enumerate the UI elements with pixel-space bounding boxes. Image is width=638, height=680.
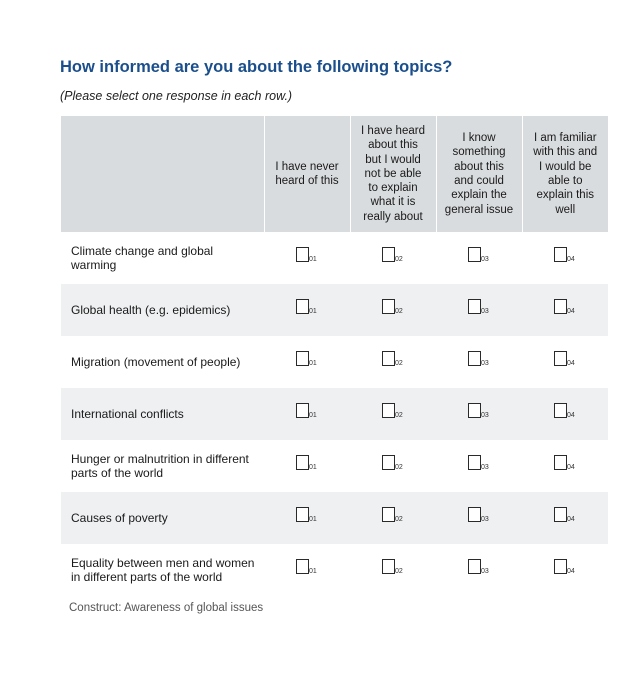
response-code: 01 <box>309 360 317 368</box>
checkbox-square[interactable] <box>382 559 395 574</box>
response-checkbox-01[interactable] <box>292 455 322 473</box>
checkbox-square[interactable] <box>554 403 567 418</box>
grid-header-row <box>61 116 608 232</box>
response-code: 03 <box>481 568 489 576</box>
question-row <box>61 544 608 596</box>
response-cell <box>350 336 436 388</box>
response-cell <box>522 492 608 544</box>
checkbox-square[interactable] <box>382 299 395 314</box>
checkbox-square[interactable] <box>468 559 481 574</box>
response-checkbox-01[interactable] <box>292 299 322 317</box>
response-code: 01 <box>309 516 317 524</box>
response-checkbox-04[interactable] <box>550 507 580 525</box>
response-cell <box>264 388 350 440</box>
response-cell <box>264 492 350 544</box>
response-checkbox-02[interactable] <box>378 299 408 317</box>
response-cell <box>264 544 350 596</box>
column-header-3: I know something about this and could explain the general issue <box>436 116 522 232</box>
response-cell <box>350 544 436 596</box>
response-cell <box>264 232 350 284</box>
question-title: How informed are you about the following topics? <box>60 58 453 76</box>
checkbox-square[interactable] <box>468 403 481 418</box>
row-label: Climate change and global warming <box>71 243 214 272</box>
checkbox-square[interactable] <box>554 455 567 470</box>
checkbox-square[interactable] <box>468 299 481 314</box>
response-checkbox-02[interactable] <box>378 247 408 265</box>
response-cell <box>436 336 522 388</box>
checkbox-square[interactable] <box>554 299 567 314</box>
response-code: 04 <box>567 464 575 472</box>
checkbox-square[interactable] <box>554 559 567 574</box>
response-checkbox-03[interactable] <box>464 299 494 317</box>
response-cell <box>350 232 436 284</box>
column-header-1: I have never heard of this <box>264 116 350 232</box>
response-code: 04 <box>567 516 575 524</box>
response-cell <box>436 232 522 284</box>
checkbox-square[interactable] <box>382 455 395 470</box>
response-checkbox-03[interactable] <box>464 351 494 369</box>
checkbox-square[interactable] <box>468 507 481 522</box>
response-code: 02 <box>395 464 403 472</box>
response-cell <box>350 284 436 336</box>
response-cell <box>522 284 608 336</box>
response-cell <box>436 544 522 596</box>
instruction-text: (Please select one response in each row.) <box>60 89 293 103</box>
grid-corner <box>61 116 264 232</box>
response-code: 01 <box>309 464 317 472</box>
response-code: 02 <box>395 568 403 576</box>
column-header-2: I have heard about this but I would not be able to explain what it is really about <box>350 116 436 232</box>
response-checkbox-04[interactable] <box>550 351 580 369</box>
checkbox-square[interactable] <box>296 455 309 470</box>
response-checkbox-04[interactable] <box>550 247 580 265</box>
question-row <box>61 492 608 544</box>
response-cell <box>350 492 436 544</box>
checkbox-square[interactable] <box>382 247 395 262</box>
question-row <box>61 232 608 284</box>
response-code: 04 <box>567 308 575 316</box>
checkbox-square[interactable] <box>296 507 309 522</box>
response-checkbox-02[interactable] <box>378 507 408 525</box>
response-cell <box>350 440 436 492</box>
response-code: 03 <box>481 412 489 420</box>
checkbox-square[interactable] <box>296 299 309 314</box>
response-checkbox-03[interactable] <box>464 403 494 421</box>
response-checkbox-01[interactable] <box>292 247 322 265</box>
checkbox-square[interactable] <box>296 351 309 366</box>
response-code: 02 <box>395 412 403 420</box>
response-checkbox-04[interactable] <box>550 403 580 421</box>
response-checkbox-03[interactable] <box>464 559 494 577</box>
response-checkbox-03[interactable] <box>464 507 494 525</box>
row-label: International conflicts <box>61 388 264 440</box>
response-code: 02 <box>395 360 403 368</box>
response-cell <box>436 440 522 492</box>
response-checkbox-01[interactable] <box>292 403 322 421</box>
response-cell <box>264 440 350 492</box>
row-label: Hunger or malnutrition in different parts of the world <box>71 451 249 480</box>
response-checkbox-02[interactable] <box>378 403 408 421</box>
response-code: 02 <box>395 256 403 264</box>
response-checkbox-03[interactable] <box>464 247 494 265</box>
response-cell <box>436 284 522 336</box>
question-row <box>61 336 608 388</box>
row-label: Causes of poverty <box>61 492 264 544</box>
response-checkbox-03[interactable] <box>464 455 494 473</box>
response-code: 01 <box>309 308 317 316</box>
response-checkbox-02[interactable] <box>378 351 408 369</box>
checkbox-square[interactable] <box>554 507 567 522</box>
response-code: 03 <box>481 360 489 368</box>
checkbox-square[interactable] <box>554 351 567 366</box>
response-cell <box>522 388 608 440</box>
response-cell <box>264 284 350 336</box>
checkbox-square[interactable] <box>554 247 567 262</box>
response-cell <box>436 492 522 544</box>
response-checkbox-01[interactable] <box>292 559 322 577</box>
checkbox-square[interactable] <box>296 559 309 574</box>
construct-note: Construct: Awareness of global issues <box>69 602 264 614</box>
response-code: 01 <box>309 256 317 264</box>
response-code: 03 <box>481 516 489 524</box>
column-header-4: I am familiar with this and I would be able to explain this well <box>522 116 608 232</box>
response-code: 04 <box>567 360 575 368</box>
response-checkbox-01[interactable] <box>292 351 322 369</box>
response-checkbox-04[interactable] <box>550 455 580 473</box>
checkbox-square[interactable] <box>468 455 481 470</box>
row-label: Equality between men and women in different parts of the world <box>71 555 255 584</box>
response-cell <box>522 336 608 388</box>
grid-body <box>61 232 608 596</box>
response-checkbox-04[interactable] <box>550 559 580 577</box>
response-code: 02 <box>395 308 403 316</box>
response-cell <box>350 388 436 440</box>
checkbox-square[interactable] <box>468 351 481 366</box>
checkbox-square[interactable] <box>296 247 309 262</box>
response-checkbox-02[interactable] <box>378 559 408 577</box>
response-code: 04 <box>567 256 575 264</box>
question-row <box>61 284 608 336</box>
checkbox-square[interactable] <box>296 403 309 418</box>
response-checkbox-02[interactable] <box>378 455 408 473</box>
question-row <box>61 388 608 440</box>
response-checkbox-01[interactable] <box>292 507 322 525</box>
response-code: 03 <box>481 464 489 472</box>
response-checkbox-04[interactable] <box>550 299 580 317</box>
checkbox-square[interactable] <box>382 403 395 418</box>
row-label: Migration (movement of people) <box>71 354 241 369</box>
response-code: 03 <box>481 256 489 264</box>
response-code: 03 <box>481 308 489 316</box>
checkbox-square[interactable] <box>468 247 481 262</box>
row-label: Global health (e.g. epidemics) <box>61 284 264 336</box>
question-row <box>61 440 608 492</box>
response-grid <box>61 116 608 596</box>
checkbox-square[interactable] <box>382 507 395 522</box>
checkbox-square[interactable] <box>382 351 395 366</box>
response-cell <box>264 336 350 388</box>
response-cell <box>522 544 608 596</box>
response-cell <box>522 232 608 284</box>
response-code: 04 <box>567 568 575 576</box>
response-code: 04 <box>567 412 575 420</box>
response-cell <box>436 388 522 440</box>
response-code: 01 <box>309 568 317 576</box>
response-code: 01 <box>309 412 317 420</box>
response-cell <box>522 440 608 492</box>
response-code: 02 <box>395 516 403 524</box>
